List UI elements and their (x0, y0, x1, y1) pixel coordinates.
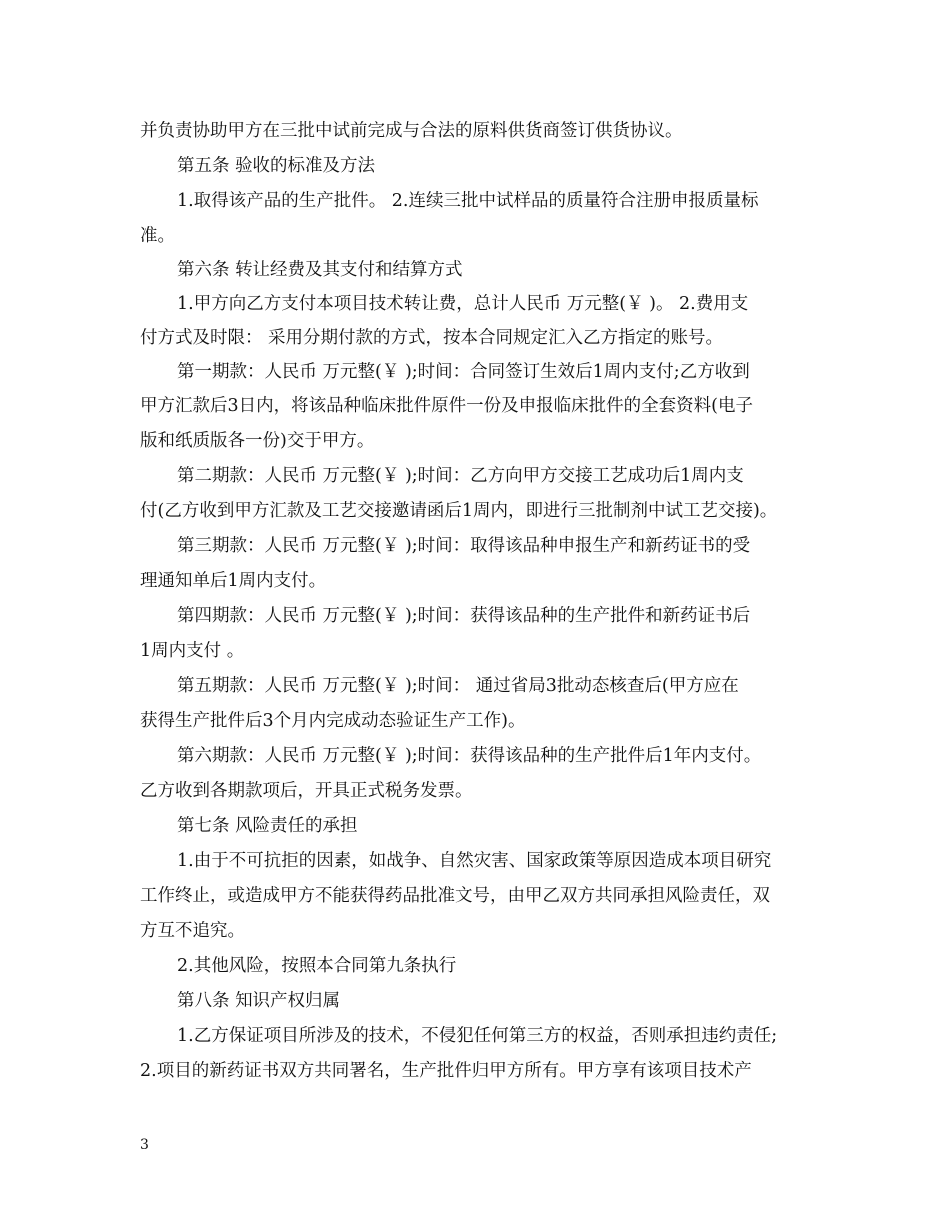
paragraph-line: 工作终止，或造成甲方不能获得药品批准文号，由甲乙双方共同承担风险责任，双 (140, 886, 770, 906)
paragraph-line: 并负责协助甲方在三批中试前完成与合法的原料供货商签订供货协议。 (140, 121, 683, 141)
paragraph-line: 1.甲方向乙方支付本项目技术转让费，总计人民币 万元整(￥ )。 2.费用支 (177, 294, 749, 314)
paragraph-line: 版和纸质版各一份)交于甲方。 (140, 431, 375, 451)
payment-1-line: 第一期款：人民币 万元整(￥ );时间：合同签订生效后1周内支付;乙方收到 (177, 362, 750, 382)
paragraph-line: 2.项目的新药证书双方共同署名，生产批件归甲方所有。甲方享有该项目技术产 (140, 1061, 752, 1081)
page-number: 3 (140, 1137, 149, 1153)
paragraph-line: 乙方收到各期款项后，开具正式税务发票。 (140, 781, 473, 801)
paragraph-line: 理通知单后1周内支付。 (140, 571, 327, 591)
payment-5-line: 第五期款：人民币 万元整(￥ );时间： 通过省局3批动态核查后(甲方应在 (177, 676, 739, 696)
paragraph-line: 获得生产批件后3个月内完成动态验证生产工作)。 (140, 711, 526, 731)
payment-2-line: 第二期款：人民币 万元整(￥ );时间：乙方向甲方交接工艺成功后1周内支 (177, 466, 744, 486)
section-heading-7: 第七条 风险责任的承担 (177, 816, 358, 836)
payment-3-line: 第三期款：人民币 万元整(￥ );时间：取得该品种申报生产和新药证书的受 (177, 536, 751, 556)
paragraph-line: 付方式及时限： 采用分期付款的方式，按本合同规定汇入乙方指定的账号。 (140, 328, 724, 348)
paragraph-line: 准。 (140, 226, 175, 246)
paragraph-line: 1.由于不可抗拒的因素，如战争、自然灾害、国家政策等原因造成本项目研究 (177, 851, 772, 871)
paragraph-line: 1.取得该产品的生产批件。 2.连续三批中试样品的质量符合注册申报质量标 (177, 191, 759, 211)
paragraph-line: 方互不追究。 (140, 921, 245, 941)
section-heading-5: 第五条 验收的标准及方法 (177, 156, 376, 176)
section-heading-8: 第八条 知识产权归属 (177, 991, 341, 1011)
paragraph-line: 1周内支付 。 (140, 641, 245, 661)
paragraph-line: 2.其他风险，按照本合同第九条执行 (177, 956, 457, 976)
paragraph-line: 甲方汇款后3日内，将该品种临床批件原件一份及申报临床批件的全套资料(电子 (140, 396, 753, 416)
section-heading-6: 第六条 转让经费及其支付和结算方式 (177, 260, 463, 280)
paragraph-line: 1.乙方保证项目所涉及的技术，不侵犯任何第三方的权益，否则承担违约责任; (177, 1026, 778, 1046)
payment-4-line: 第四期款：人民币 万元整(￥ );时间：获得该品种的生产批件和新药证书后 (177, 606, 751, 626)
paragraph-line: 付(乙方收到甲方汇款及工艺交接邀请函后1周内，即进行三批制剂中试工艺交接)。 (140, 501, 778, 521)
payment-6-line: 第六期款：人民币 万元整(￥ );时间：获得该品种的生产批件后1年内支付。 (177, 746, 762, 766)
